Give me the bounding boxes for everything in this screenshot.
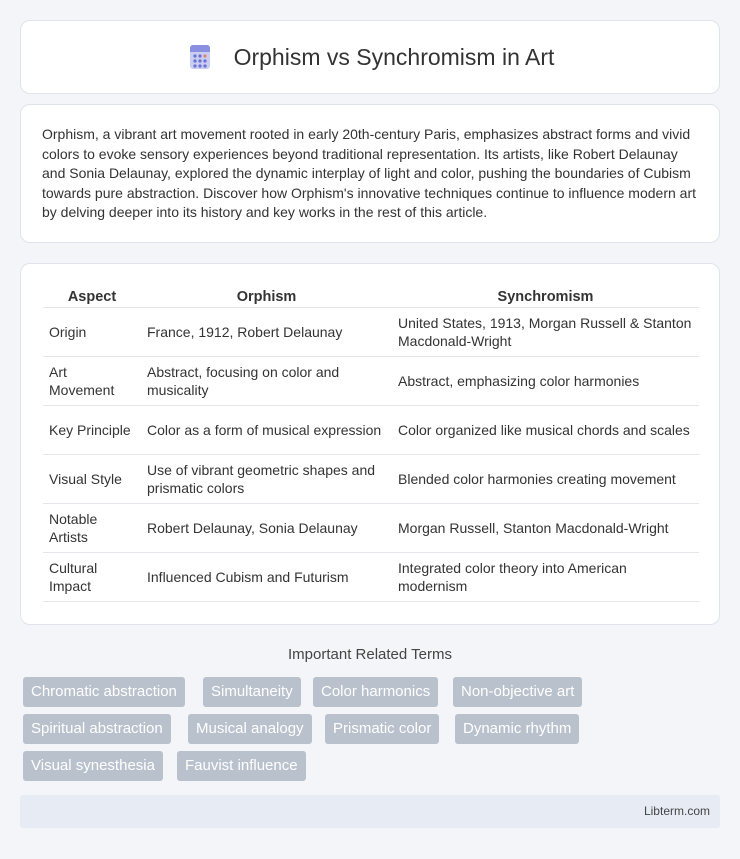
table-row — [43, 357, 699, 406]
table-cell-aspect: Cultural Impact — [43, 553, 141, 602]
table-cell-orphism: France, 1912, Robert Delaunay — [141, 308, 392, 357]
table-cell-aspect: Key Principle — [43, 406, 141, 455]
tag-non-objective-art[interactable]: Non-objective art — [453, 677, 582, 707]
table-row — [43, 504, 699, 553]
table-cell-synchromism: United States, 1913, Morgan Russell & Stanton Macdonald-Wright — [392, 308, 699, 357]
table-cell-orphism: Use of vibrant geometric shapes and prismatic colors — [141, 455, 392, 504]
page-footer — [20, 795, 720, 828]
tag-prismatic-color[interactable]: Prismatic color — [325, 714, 439, 744]
table-cell-aspect: Origin — [43, 308, 141, 357]
footer-brand[interactable]: Libterm.com — [643, 804, 710, 818]
table-header-row — [43, 284, 699, 308]
table-cell-synchromism: Color organized like musical chords and scales — [392, 406, 699, 455]
column-header-synchromism: Synchromism — [392, 284, 699, 308]
table-cell-aspect: Art Movement — [43, 357, 141, 406]
tag-simultaneity[interactable]: Simultaneity — [203, 677, 301, 707]
page-header — [20, 20, 720, 94]
table-cell-orphism: Influenced Cubism and Futurism — [141, 553, 392, 602]
table-row — [43, 308, 699, 357]
calculator-icon — [186, 43, 214, 71]
comparison-table — [43, 284, 699, 602]
table-cell-aspect: Notable Artists — [43, 504, 141, 553]
table-cell-orphism: Abstract, focusing on color and musicality — [141, 357, 392, 406]
comparison-card — [20, 263, 720, 625]
table-cell-synchromism: Abstract, emphasizing color harmonies — [392, 357, 699, 406]
table-cell-aspect: Visual Style — [43, 455, 141, 504]
tag-spiritual-abstraction[interactable]: Spiritual abstraction — [23, 714, 171, 744]
tag-musical-analogy[interactable]: Musical analogy — [188, 714, 312, 744]
tag-dynamic-rhythm[interactable]: Dynamic rhythm — [455, 714, 579, 744]
column-header-aspect: Aspect — [43, 284, 141, 308]
table-cell-orphism: Robert Delaunay, Sonia Delaunay — [141, 504, 392, 553]
tag-visual-synesthesia[interactable]: Visual synesthesia — [23, 751, 163, 781]
related-terms-title: Important Related Terms — [288, 646, 452, 663]
table-row — [43, 553, 699, 602]
table-cell-synchromism: Morgan Russell, Stanton Macdonald-Wright — [392, 504, 699, 553]
tag-chromatic-abstraction[interactable]: Chromatic abstraction — [23, 677, 185, 707]
table-row — [43, 455, 699, 504]
intro-card — [20, 104, 720, 243]
intro-paragraph: Orphism, a vibrant art movement rooted in early 20th-century Paris, emphasizes abstract forms and vivid colors to evoke sensory experiences beyond traditional representation. Its artists, like Robert Delaunay and Sonia Delaunay, explored the dynamic interplay of light and color, pushing the boundaries of Cubism towards pure abstraction. Discover how Orphism's innovative techniques continue to influence modern art by delving deeper into its history and key works in the rest of this article. — [42, 126, 697, 220]
table-cell-synchromism: Integrated color theory into American modernism — [392, 553, 699, 602]
page-title: Orphism vs Synchromism in Art — [233, 43, 555, 70]
table-cell-orphism: Color as a form of musical expression — [141, 406, 392, 455]
table-cell-synchromism: Blended color harmonies creating movement — [392, 455, 699, 504]
table-row — [43, 406, 699, 455]
tag-fauvist-influence[interactable]: Fauvist influence — [177, 751, 306, 781]
column-header-orphism: Orphism — [141, 284, 392, 308]
tag-color-harmonics[interactable]: Color harmonics — [313, 677, 438, 707]
